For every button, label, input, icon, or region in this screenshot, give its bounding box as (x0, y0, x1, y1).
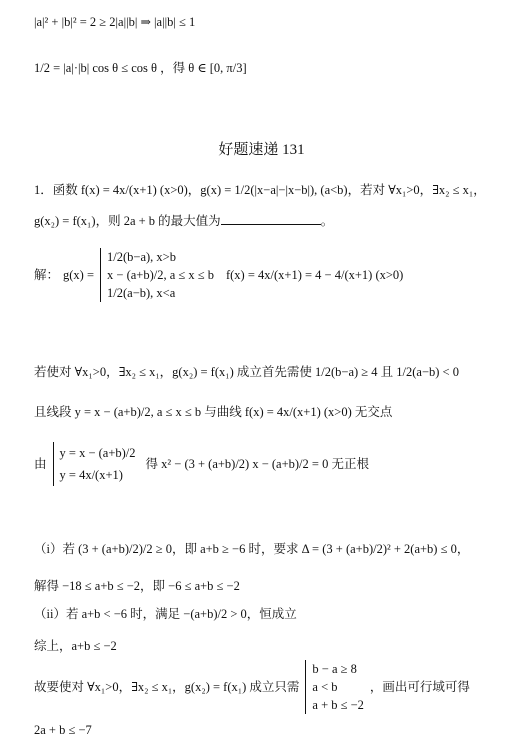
problem-line-2 (34, 212, 333, 229)
g-of-x-label: g(x) = (63, 268, 95, 282)
final-answer-text: 2a + b ≤ −7 (34, 723, 92, 737)
step-6 (34, 606, 297, 622)
step-6-text: （ii）若 a+b < −6 时，满足 −(a+b)/2 > 0，恒成立 (34, 607, 297, 621)
section-title: 好题速递 131 (218, 142, 305, 158)
step-8-cond-2: a < b (312, 680, 338, 694)
step-3-post: 得 x² − (3 + (a+b)/2) x − (a+b)/2 = 0 无正根 (145, 457, 369, 471)
step-8-cond-1: b − a ≥ 8 (312, 662, 357, 676)
step-8-post: ，画出可行域可得 (369, 680, 470, 694)
g-case-2: x − (a+b)/2, a ≤ x ≤ b (107, 268, 214, 282)
top-line-1-text: |a|² + |b|² = 2 ≥ 2|a||b| ⇒ |a||b| ≤ 1 (34, 15, 196, 29)
step-5-text: 解得 −18 ≤ a+b ≤ −2，即 −6 ≤ a+b ≤ −2 (34, 579, 240, 593)
step-7 (34, 638, 117, 654)
step-8-system (305, 660, 364, 714)
step-8-pre: 故要使对 ∀x₁>0，∃x₂ ≤ x₁，g(x₂) = f(x₁) 成立只需 (34, 680, 300, 694)
g-case-1: 1/2(b−a), x>b (107, 250, 176, 264)
problem-line-1 (34, 182, 486, 198)
step-3-eq-1: y = x − (a+b)/2 (59, 446, 136, 460)
solution-g-block (34, 248, 403, 302)
step-1 (34, 364, 459, 380)
step-3-system (53, 442, 136, 486)
top-line-1 (34, 14, 195, 30)
step-8 (34, 660, 470, 714)
f-expression: f(x) = 4x/(x+1) = 4 − 4/(x+1) (x>0) (225, 268, 404, 282)
step-8-cond-3: a + b ≤ −2 (312, 698, 364, 712)
step-7-text: 综上，a+b ≤ −2 (34, 639, 117, 653)
g-case-3: 1/2(a−b), x<a (107, 286, 176, 300)
problem-number: 1． (34, 183, 53, 197)
step-2-text: 且线段 y = x − (a+b)/2, a ≤ x ≤ b 与曲线 f(x) = 4x/(x+1) (x>0) 无交点 (34, 405, 393, 419)
step-4-text: （i）若 (3 + (a+b)/2)/2 ≥ 0，即 a+b ≥ −6 时，要求 Δ = (3 + (a+b)/2)² + 2(a+b) ≤ 0， (34, 542, 470, 556)
step-3-eq-2: y = 4x/(x+1) (59, 468, 123, 482)
g-piecewise (100, 248, 214, 302)
solution-label: 解： (34, 268, 60, 282)
step-3 (34, 442, 369, 486)
answer-blank (221, 212, 321, 225)
top-line-2-text: 1/2 = |a|·|b| cos θ ≤ cos θ ，得 θ ∈ [0, π/3] (34, 61, 247, 75)
step-4 (34, 541, 469, 557)
top-line-2 (34, 60, 247, 76)
step-5 (34, 578, 240, 594)
step-1-text: 若使对 ∀x₁>0，∃x₂ ≤ x₁，g(x₂) = f(x₁) 成立首先需使 1/2(b−a) ≥ 4 且 1/2(a−b) < 0 (34, 365, 459, 379)
problem-text-2: g(x₂) = f(x₁)，则 2a + b 的最大值为 (34, 214, 221, 228)
step-2 (34, 404, 392, 420)
problem-text-1: 函数 f(x) = 4x/(x+1) (x>0)，g(x) = 1/2(|x−a|−|x−b|), (a<b)，若对 ∀x₁>0，∃x₂ ≤ x₁， (52, 183, 486, 197)
step-3-pre: 由 (34, 457, 47, 471)
problem-end: 。 (320, 214, 334, 228)
final-answer (34, 722, 92, 738)
